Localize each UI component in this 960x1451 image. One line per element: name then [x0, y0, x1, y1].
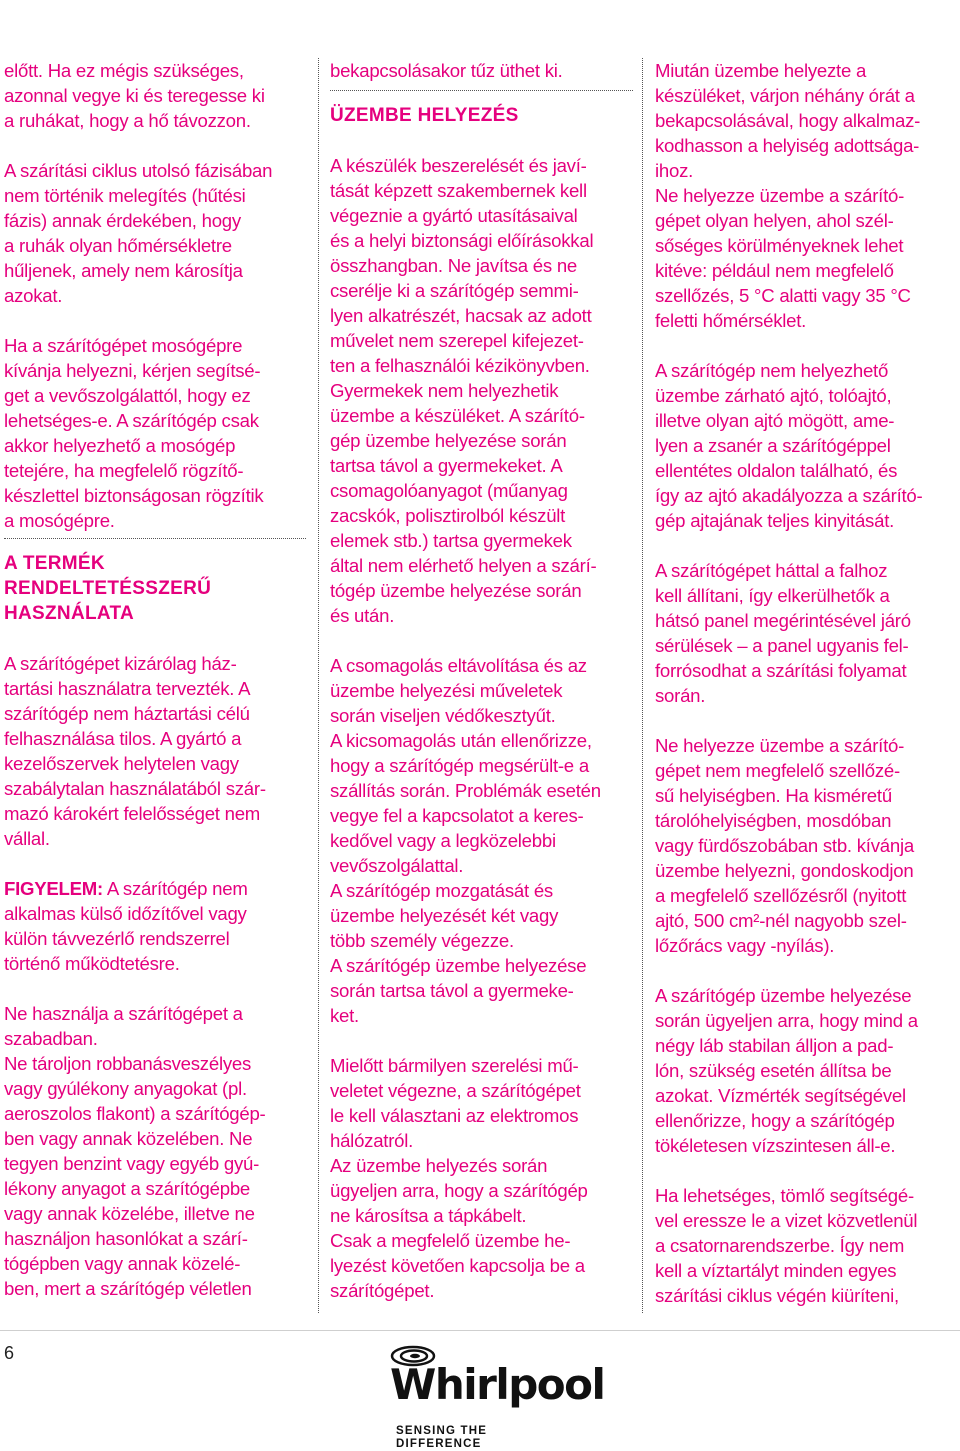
text-line: Ne használja a szárítógépet a: [4, 1003, 243, 1024]
text-line: bekapcsolásakor tűz üthet ki.: [330, 60, 563, 81]
text-line: A szárítási ciklus utolsó fázisában: [4, 160, 273, 181]
text-line: során.: [655, 685, 706, 706]
footer-divider: [0, 1330, 960, 1331]
text-line: tartási használatra tervezték. A: [4, 678, 251, 699]
text-line: veletet végezne, a szárítógépet: [330, 1080, 581, 1101]
text-line: aeroszolos flakont) a szárítógép-: [4, 1103, 266, 1124]
text-line: ben vagy annak közelében. Ne: [4, 1128, 253, 1149]
text-line: lyen alkatrészét, hacsak az adott: [330, 305, 592, 326]
text-line: vagy annak közelébe, illetve ne: [4, 1203, 255, 1224]
text-column-2: [330, 58, 633, 1303]
text-line: által nem elérhető helyen a szárí-: [330, 555, 597, 576]
text-line: végeznie a gyártó utasításaival: [330, 205, 578, 226]
text-line: Az üzembe helyezés során: [330, 1155, 548, 1176]
text-line: azokat. Vízmérték segítségével: [655, 1085, 906, 1106]
text-line: készüléket, várjon néhány órát a: [655, 85, 915, 106]
text-line: A kicsomagolás után ellenőrizze,: [330, 730, 592, 751]
section-heading: [4, 551, 306, 626]
text-line: üzembe helyezését két vagy: [330, 905, 559, 926]
text-line: hűljenek, amely nem károsítja: [4, 260, 243, 281]
text-line: A készülék beszerelését és javí-: [330, 155, 587, 176]
brand-tagline: SENSING THE DIFFERENCE: [396, 1425, 488, 1450]
text-line: összhangban. Ne javítsa és ne: [330, 255, 578, 276]
paragraph: [4, 1001, 306, 1301]
text-line: hátsó panel megérintésével járó: [655, 610, 911, 631]
text-line: négy láb stabilan álljon a pad-: [655, 1035, 894, 1056]
text-line: lékony anyagot a szárítógépbe: [4, 1178, 251, 1199]
text-line: szárítási ciklus végén kiüríteni,: [655, 1285, 899, 1306]
paragraph: [330, 1053, 633, 1303]
text-line: üzembe a készüléket. A szárító-: [330, 405, 585, 426]
text-line: Ne tároljon robbanásveszélyes: [4, 1053, 252, 1074]
heading-line: ÜZEMBE HELYEZÉS: [330, 105, 519, 126]
text-line: ellentétes oldalon található, és: [655, 460, 898, 481]
text-line: vegye fel a kapcsolatot a keres-: [330, 805, 584, 826]
text-line: előtt. Ha ez mégis szükséges,: [4, 60, 244, 81]
text-line: azokat.: [4, 285, 63, 306]
text-line: sű helyiségben. Ha kisméretű: [655, 785, 892, 806]
section-divider: [330, 90, 633, 91]
text-line: felhasználása tilos. A gyártó a: [4, 728, 242, 749]
text-line: azonnal vegye ki és teregesse ki: [4, 85, 265, 106]
text-line: ellenőrizze, hogy a szárítógép: [655, 1110, 895, 1131]
text-line: hálózatról.: [330, 1130, 414, 1151]
page-number: 6: [4, 1343, 15, 1363]
text-line: gépet olyan helyen, ahol szél-: [655, 210, 894, 231]
text-line: és a helyi biztonsági előírásokkal: [330, 230, 594, 251]
text-line: A szárítógép üzembe helyezése: [655, 985, 912, 1006]
text-line: mazó károkért felelősséget nem: [4, 803, 261, 824]
paragraph: [655, 983, 958, 1158]
paragraph: [655, 558, 958, 708]
section-heading: [330, 103, 633, 128]
text-line: Ha a szárítógépet mosógépre: [4, 335, 243, 356]
paragraph: [4, 58, 306, 133]
text-line: tegyen benzint vagy egyéb gyú-: [4, 1153, 260, 1174]
text-line: kell a víztartályt minden egyes: [655, 1260, 897, 1281]
text-line: gép üzembe helyezése során: [330, 430, 567, 451]
paragraph: [4, 158, 306, 308]
text-line: ket.: [330, 1005, 359, 1026]
text-line: le kell választani az elektromos: [330, 1105, 579, 1126]
text-fragment: A szárítógép nem: [102, 878, 248, 899]
text-line: tökéletesen vízszintesen áll-e.: [655, 1135, 896, 1156]
text-line: cserélje ki a szárítógép semmi-: [330, 280, 579, 301]
text-line: A szárítógépet kizárólag ház-: [4, 653, 237, 674]
text-line: vevőszolgálattal.: [330, 855, 464, 876]
warning-label: FIGYELEM:: [4, 878, 103, 899]
text-line: művelet nem szerepel kifejezet-: [330, 330, 584, 351]
text-line: szárítógép nem háztartási célú: [4, 703, 250, 724]
brand-wordmark: Whirlpool: [390, 1360, 605, 1409]
text-line: készlettel biztonságosan rögzítik: [4, 485, 264, 506]
text-line: üzembe zárható ajtó, tolóajtó,: [655, 385, 892, 406]
paragraph: [655, 733, 958, 958]
text-line: szellőzés, 5 °C alatti vagy 35 °C: [655, 285, 911, 306]
text-line: akkor helyezhető a mosógép: [4, 435, 236, 456]
text-line: lón, szükség esetén állítsa be: [655, 1060, 892, 1081]
text-line: [4, 876, 306, 901]
text-line: a ruhák olyan hőmérsékletre: [4, 235, 232, 256]
text-line: ben, mert a szárítógép véletlen: [4, 1278, 252, 1299]
text-line: során tartsa távol a gyermeke-: [330, 980, 574, 1001]
section-divider: [4, 538, 306, 539]
text-line: bekapcsolásával, hogy alkalmaz-: [655, 110, 921, 131]
text-line: során ügyeljen arra, hogy mind a: [655, 1010, 918, 1031]
text-line: A szárítógép üzembe helyezése: [330, 955, 587, 976]
paragraph: [330, 653, 633, 1028]
text-line: forrósodhat a szárítási folyamat: [655, 660, 907, 681]
text-line: és után.: [330, 605, 395, 626]
text-line: ihoz.: [655, 160, 694, 181]
text-line: kodhasson a helyiség adottsága-: [655, 135, 920, 156]
paragraph: [330, 153, 633, 628]
heading-line: HASZNÁLATA: [4, 603, 134, 624]
text-line: kell állítani, így elkerülhetők a: [655, 585, 890, 606]
text-line: tógép üzembe helyezése során: [330, 580, 582, 601]
text-line: fázis) annak érdekében, hogy: [4, 210, 241, 231]
text-line: így az ajtó akadályozza a szárító-: [655, 485, 923, 506]
text-line: a ruhákat, hogy a hő távozzon.: [4, 110, 251, 131]
text-line: vel eressze le a vizet közvetlenül: [655, 1210, 918, 1231]
text-line: zacskók, polisztirolból készült: [330, 505, 566, 526]
text-line: get a vevőszolgálattól, hogy ez: [4, 385, 251, 406]
text-line: a mosógépre.: [4, 510, 115, 531]
text-line: feletti hőmérséklet.: [655, 310, 807, 331]
text-line: során viseljen védőkesztyűt.: [330, 705, 556, 726]
text-line: Csak a megfelelő üzembe he-: [330, 1230, 571, 1251]
paragraph: [655, 58, 958, 333]
text-line: kívánja helyezni, kérjen segítsé-: [4, 360, 261, 381]
text-line: A szárítógép mozgatását és: [330, 880, 553, 901]
paragraph: [4, 651, 306, 851]
text-line: gép ajtajának teljes kinyitását.: [655, 510, 895, 531]
text-line: ügyeljen arra, hogy a szárítógép: [330, 1180, 588, 1201]
text-line: lyen a zsanér a szárítógéppel: [655, 435, 891, 456]
text-line: vállal.: [4, 828, 50, 849]
paragraph: [655, 358, 958, 533]
text-line: Ha lehetséges, tömlő segítségé-: [655, 1185, 914, 1206]
text-line: Miután üzembe helyezte a: [655, 60, 867, 81]
column-separator: [318, 58, 319, 1313]
text-line: lyezést követően kapcsolja be a: [330, 1255, 585, 1276]
paragraph: [4, 333, 306, 533]
brand-logo: [390, 1345, 605, 1450]
text-line: vagy fürdőszobában stb. kívánja: [655, 835, 914, 856]
text-line: vagy gyúlékony anyagokat (pl.: [4, 1078, 247, 1099]
heading-line: RENDELTETÉSSZERŰ: [4, 578, 212, 599]
text-line: Mielőtt bármilyen szerelési mű-: [330, 1055, 579, 1076]
text-line: külön távvezérlő rendszerrel: [4, 928, 230, 949]
text-line: elemek stb.) tartsa gyermekek: [330, 530, 572, 551]
text-line: ajtó, 500 cm²-nél nagyobb szel-: [655, 910, 907, 931]
text-column-3: [655, 58, 958, 1308]
text-line: sérülések – a panel ugyanis fel-: [655, 635, 909, 656]
column-separator: [642, 58, 643, 1313]
text-column-1: [4, 58, 306, 1301]
text-line: kitéve: például nem megfelelő: [655, 260, 894, 281]
text-line: szabálytalan használatából szár-: [4, 778, 266, 799]
text-line: lőzőrács vagy -nyílás).: [655, 935, 835, 956]
text-line: ten a felhasználói kézikönyvben.: [330, 355, 590, 376]
text-line: Ne helyezze üzembe a szárító-: [655, 185, 905, 206]
text-line: alkalmas külső időzítővel vagy: [4, 903, 247, 924]
text-line: lehetséges-e. A szárítógép csak: [4, 410, 259, 431]
text-line: a csatornarendszerbe. Így nem: [655, 1235, 905, 1256]
text-line: illetve olyan ajtó mögött, ame-: [655, 410, 895, 431]
text-line: tartsa távol a gyermekeket. A: [330, 455, 563, 476]
text-line: Gyermekek nem helyezhetik: [330, 380, 559, 401]
text-line: sőséges körülményeknek lehet: [655, 235, 904, 256]
text-line: tógépben vagy annak közelé-: [4, 1253, 241, 1274]
text-line: tetejére, ha megfelelő rögzítő-: [4, 460, 244, 481]
text-line: használjon hasonlókat a szárí-: [4, 1228, 248, 1249]
text-line: szabadban.: [4, 1028, 98, 1049]
text-line: üzembe helyezni, gondoskodjon: [655, 860, 914, 881]
text-line: hogy a szárítógép megsérült-e a: [330, 755, 589, 776]
text-line: történő működtetésre.: [4, 953, 180, 974]
text-line: szállítás során. Problémák esetén: [330, 780, 601, 801]
paragraph: [655, 1183, 958, 1308]
text-line: Ne helyezze üzembe a szárító-: [655, 735, 905, 756]
text-line: A szárítógép nem helyezhető: [655, 360, 889, 381]
text-line: tárolóhelyiségben, mosdóban: [655, 810, 892, 831]
heading-line: A TERMÉK: [4, 553, 105, 574]
text-line: csomagolóanyagot (műanyag: [330, 480, 568, 501]
text-line: tását képzett szakembernek kell: [330, 180, 587, 201]
text-line: gépet nem megfelelő szellőzé-: [655, 760, 900, 781]
text-line: több személy végezze.: [330, 930, 514, 951]
text-line: a megfelelő szellőzésről (nyitott: [655, 885, 907, 906]
text-line: nem történik melegítés (hűtési: [4, 185, 246, 206]
paragraph: [330, 58, 633, 83]
text-line: ne károsítsa a tápkábelt.: [330, 1205, 527, 1226]
text-line: A szárítógépet háttal a falhoz: [655, 560, 888, 581]
text-line: A csomagolás eltávolítása és az: [330, 655, 587, 676]
text-line: kedővel vagy a legközelebbi: [330, 830, 556, 851]
warning-paragraph: [4, 876, 306, 976]
text-line: kezelőszervek helytelen vagy: [4, 753, 239, 774]
text-line: üzembe helyezési műveletek: [330, 680, 563, 701]
text-line: szárítógépet.: [330, 1280, 435, 1301]
